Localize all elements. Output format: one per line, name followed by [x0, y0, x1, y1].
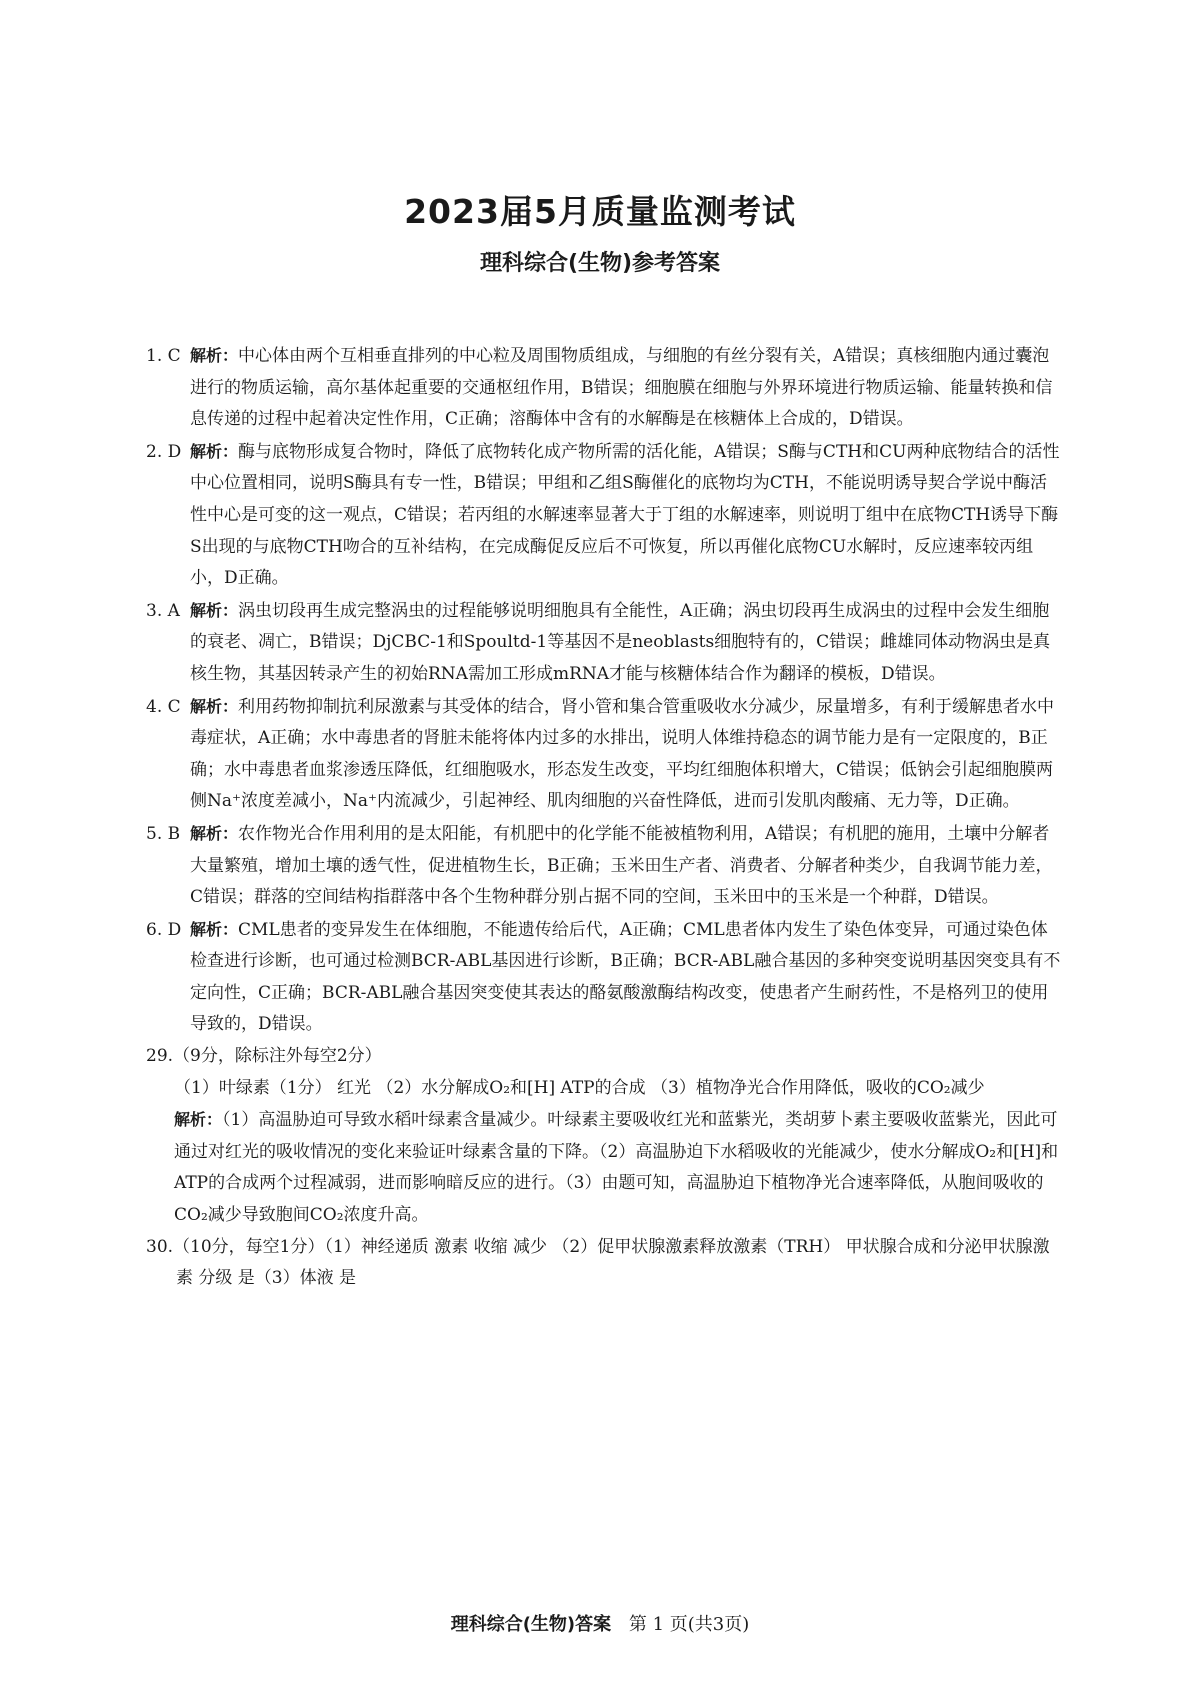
- question-text: 利用药物抑制抗利尿激素与其受体的结合，肾小管和集合管重吸收水分减少，尿量增多，有利于缓解患者水中毒症状，A正确；水中毒患者的肾脏未能将体内过多的水排出，说明人体维持稳态的调节能力是有一定限度的，B正确；水中毒患者血浆渗透压降低，红细胞吸水，形态发生改变，平均红细胞体积增大，C错误；低钠会引起细胞膜两侧Na⁺浓度差减小，Na⁺内流减少，引起神经、肌肉细胞的兴奋性降低，进而引发肌肉酸痛、无力等，D正确。: [190, 696, 1055, 812]
- question-30-answer: （1）神经递质 激素 收缩 减少 （2）促甲状腺激素释放激素（TRH） 甲状腺合成和分泌甲状腺激素 分级 是（3）体液 是: [176, 1236, 1050, 1289]
- analysis-label: 解析：: [190, 600, 239, 620]
- analysis-label: 解析：: [174, 1110, 223, 1130]
- question-number: 1. C: [146, 346, 181, 366]
- question-5: [146, 818, 1062, 914]
- question-4: [146, 691, 1062, 818]
- question-number: 6. D: [146, 919, 182, 940]
- question-6: [146, 914, 1062, 1041]
- analysis-label: 解析：: [190, 441, 239, 461]
- footer-title: 理科综合(生物)答案: [450, 1614, 612, 1635]
- question-text: 中心体由两个互相垂直排列的中心粒及周围物质组成，与细胞的有丝分裂有关，A错误；真核细胞内通过囊泡进行的物质运输，高尔基体起重要的交通枢纽作用，B错误；细胞膜在细胞与外界环境进行物质运输、能量转换和信息传递的过程中起着决定性作用，C正确；溶酶体中含有的水解酶是在核糖体上合成的，D错误。: [190, 346, 1053, 430]
- question-text: 酶与底物形成复合物时，降低了底物转化成产物所需的活化能，A错误；S酶与CTH和CU两种底物结合的活性中心位置相同，说明S酶具有专一性，B错误；甲组和乙组S酶催化的底物均为CTH，不能说明诱导契合学说中酶活性中心是可变的这一观点，C错误；若丙组的水解速率显著大于丁组的水解速率，则说明丁组中在底物CTH诱导下酶S出现的与底物CTH吻合的互补结构，在完成酶促反应后不可恢复，所以再催化底物CU水解时，反应速率较丙组小，D正确。: [190, 441, 1060, 589]
- question-number: 5. B: [146, 823, 181, 844]
- question-text: 农作物光合作用利用的是太阳能，有机肥中的化学能不能被植物利用，A错误；有机肥的施用，土壤中分解者大量繁殖，增加土壤的透气性，促进植物生长，B正确；玉米田生产者、消费者、分解者种类少，自我调节能力差，C错误；群落的空间结构指群落中各个生物种群分别占据不同的空间，玉米田中的玉米是一个种群，D错误。: [190, 823, 1053, 908]
- page-title: 2023届5月质量监测考试: [404, 192, 796, 231]
- analysis-label: 解析：: [190, 696, 239, 716]
- answer-body: [146, 340, 1062, 1295]
- question-30-head: 30.（10分，每空1分）: [146, 1236, 325, 1257]
- question-29-answer: （1）叶绿素（1分） 红光 （2）水分解成O₂和[H] ATP的合成 （3）植物净光合作用降低，吸收的CO₂减少: [174, 1077, 985, 1098]
- question-text: 涡虫切段再生成完整涡虫的过程能够说明细胞具有全能性，A正确；涡虫切段再生成涡虫的过程中会发生细胞的衰老、凋亡，B错误；DjCBC-1和Spoultd-1等基因不是neoblasts细胞特有的，C错误；雌雄同体动物涡虫是真核生物，其基因转录产生的初始RNA需加工形成mRNA才能与核糖体结合作为翻译的模板，D错误。: [190, 600, 1051, 684]
- page-footer: [0, 1610, 1200, 1636]
- question-29-head: 29.（9分，除标注外每空2分）: [146, 1046, 382, 1067]
- question-number: 3. A: [146, 600, 180, 621]
- question-number: 2. D: [146, 441, 182, 462]
- analysis-label: 解析：: [190, 346, 239, 365]
- footer-page-number: 第 1 页(共3页): [628, 1614, 750, 1635]
- question-30: [146, 1232, 1062, 1295]
- analysis-label: 解析：: [190, 823, 239, 843]
- page-subtitle: 理科综合(生物)参考答案: [479, 251, 721, 276]
- question-3: [146, 595, 1062, 691]
- question-2: [146, 436, 1062, 595]
- analysis-label: 解析：: [190, 919, 239, 939]
- question-1: [146, 340, 1062, 436]
- question-number: 4. C: [146, 696, 181, 717]
- question-29-analysis: [146, 1104, 1062, 1231]
- question-29-analysis-text: （1）高温胁迫可导致水稻叶绿素含量减少。叶绿素主要吸收红光和蓝紫光，类胡萝卜素主要吸收蓝紫光，因此可通过对红光的吸收情况的变化来验证叶绿素含量的下降。（2）高温胁迫下水稻吸收的光能减少，使水分解成O₂和[H]和ATP的合成两个过程减弱，进而影响暗反应的进行。（3）由题可知，高温胁迫下植物净光合速率降低，从胞间吸收的CO₂减少导致胞间CO₂浓度升高。: [174, 1110, 1059, 1226]
- question-29: [146, 1041, 1062, 1232]
- question-text: CML患者的变异发生在体细胞，不能遗传给后代，A正确；CML患者体内发生了染色体变异，可通过染色体检查进行诊断，也可通过检测BCR-ABL基因进行诊断，B正确；BCR-ABL融合基因的多种突变说明基因突变具有不定向性，C正确；BCR-ABL融合基因突变使其表达的酪氨酸激酶结构改变，使患者产生耐药性，不是格列卫的使用导致的，D错误。: [190, 919, 1061, 1035]
